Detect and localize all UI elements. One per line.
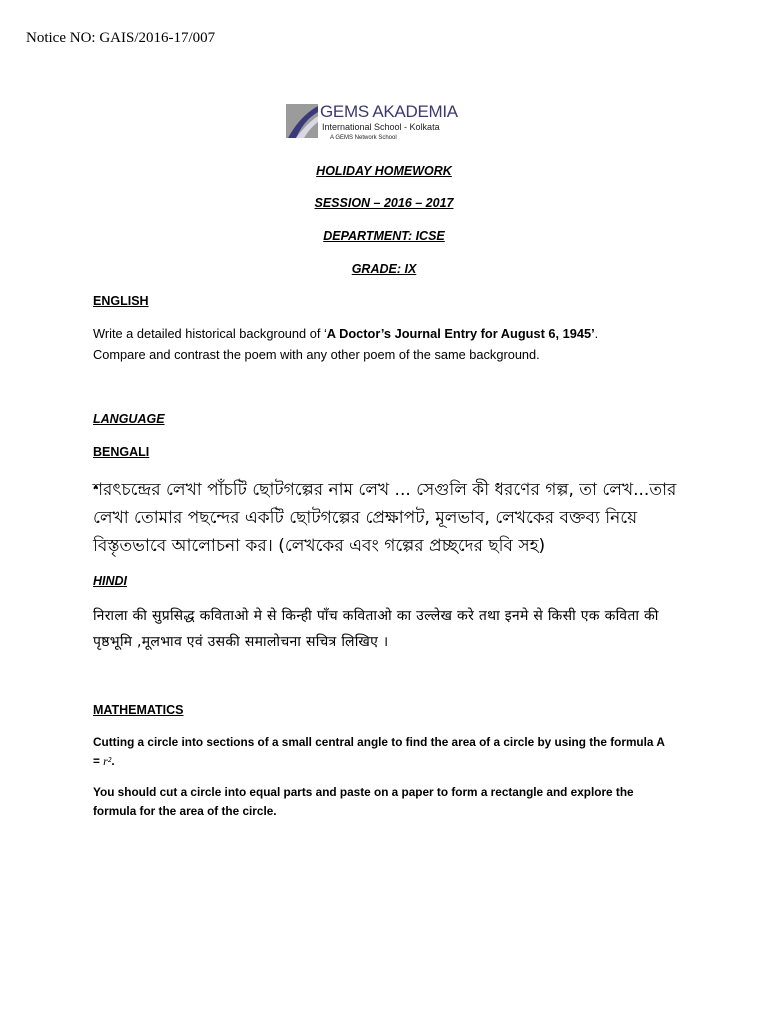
mathematics-heading: MATHEMATICS [93, 703, 184, 717]
english-heading: ENGLISH [93, 294, 149, 308]
english-line2: Compare and contrast the poem with any other poem of the same background. [93, 347, 540, 362]
math-para1-text: Cutting a circle into sections of a small central angle to find the area of a circle by using the formula A = [93, 735, 665, 768]
session-heading: SESSION – 2016 – 2017 [314, 196, 454, 210]
english-paragraph [93, 323, 693, 365]
logo-subtitle: International School - Kolkata [322, 122, 440, 132]
hindi-heading: HINDI [93, 574, 128, 588]
school-logo [286, 86, 456, 150]
notice-number: Notice NO: GAIS/2016-17/007 [26, 30, 216, 46]
english-poem-title: A Doctor’s Journal Entry for August 6, 1945’ [326, 326, 595, 341]
math-paragraph-2: You should cut a circle into equal parts and paste on a paper to form a rectangle and explore the formula for the area of the circle. [93, 785, 634, 818]
doc-title: HOLIDAY HOMEWORK [316, 164, 452, 178]
hindi-text: निराला की सुप्रसिद्ध कविताओ मे से किन्ही पाँच कविताओ का उल्लेख करे तथा इनमे से किसी एक कविता की पृष्ठभूमि ,मूलभाव एवं उसकी समालोचना सचित्र लिखिए । [93, 608, 659, 650]
math-paragraph-1 [93, 733, 673, 771]
grade-heading: GRADE: IX [351, 262, 417, 276]
bengali-heading: BENGALI [93, 445, 150, 459]
language-heading: LANGUAGE [93, 412, 165, 426]
logo-tagline: A GEMS Network School [330, 135, 397, 141]
bengali-text: শরৎচন্দ্রের লেখা পাঁচটি ছোটগল্পের নাম লেখ ... সেগুলি কী ধরণের গল্প, তা লেখ...তার লেখা তোমার পছন্দের একটি ছোটগল্পের প্রেক্ষাপট, মূলভাব, লেখকের বক্তব্য নিয়ে বিস্তৃতভাবে আলোচনা কর। (লেখকের এবং গল্পের প্রচ্ছদের ছবি সহ) [93, 480, 677, 556]
english-line1-pre: Write a detailed historical background of ‘ [93, 326, 327, 341]
math-para1-end: . [111, 754, 115, 768]
logo-name: GEMS AKADEMIA [320, 102, 458, 121]
english-line1-post: . [594, 326, 599, 341]
department-heading: DEPARTMENT: ICSE [323, 229, 445, 243]
math-formula: r² [103, 754, 112, 768]
